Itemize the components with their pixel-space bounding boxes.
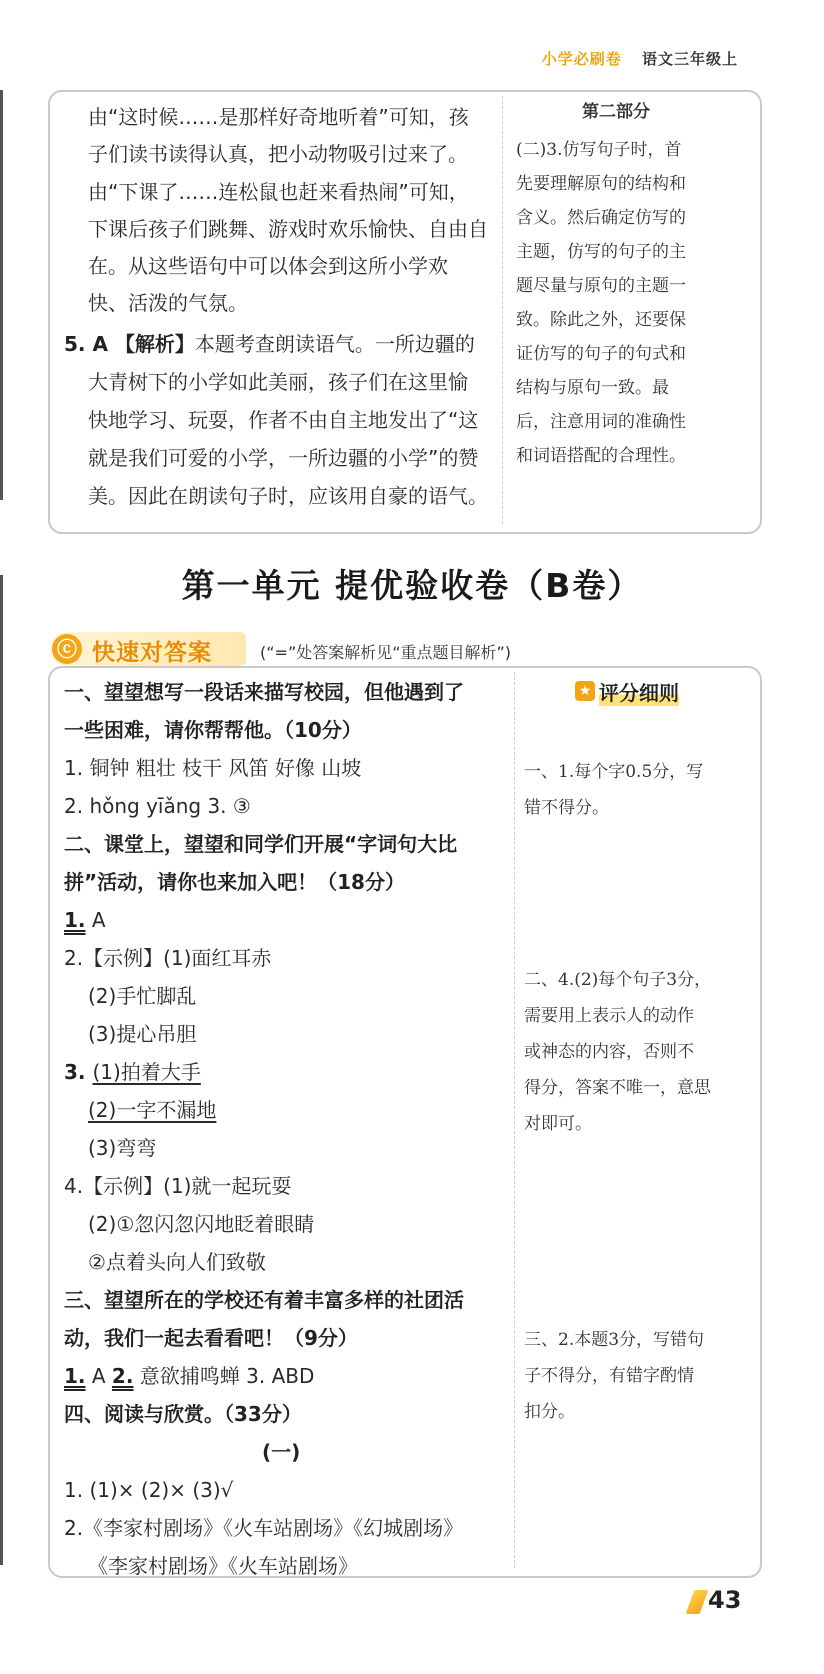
answer-text: A: [85, 908, 106, 932]
answer-line: (3)提心吊胆: [88, 1022, 197, 1046]
text-line: 美。因此在朗读句子时，应该用自豪的语气。: [88, 484, 488, 508]
answer-line: 1. 铜钟 粗壮 枝干 风笛 好像 山坡: [64, 756, 362, 780]
subject-label: 语文三年级上: [641, 50, 738, 68]
note-line: 致。除此之外，还要保: [516, 310, 686, 330]
answer-number: 2.: [111, 1364, 134, 1388]
scoring-note: 子不得分，有错字酌情: [524, 1366, 694, 1386]
binding-edge: [0, 90, 3, 500]
text-line: 下课后孩子们跳舞、游戏时欢乐愉快、自由自: [88, 217, 488, 241]
note-line: 题尽量与原句的主题一: [516, 276, 686, 296]
answer-text: A: [85, 1364, 112, 1388]
answer-text: (1)拍着大手: [92, 1060, 201, 1084]
scoring-note: 需要用上表示人的动作: [524, 1006, 694, 1026]
page-number: 43: [708, 1586, 742, 1614]
question-5-text: 本题考查朗读语气。一所边疆的: [194, 332, 475, 356]
answer-number: 3.: [64, 1060, 93, 1084]
binding-edge: [0, 575, 3, 1565]
section-title: 第一单元 提优验收卷（B卷）: [181, 566, 643, 605]
section-3-heading: 动，我们一起去看看吧！（9分）: [64, 1326, 358, 1350]
text-line: 子们读书读得认真，把小动物吸引过来了。: [88, 142, 468, 166]
answer-text: 意欲捕鸣蝉 3. ABD: [133, 1364, 315, 1388]
text-line: 由“这时候……是那样好奇地听着”可知，孩: [88, 105, 469, 129]
text-line: 快、活泼的气氛。: [88, 291, 248, 315]
section-1-heading: 一、望望想写一段话来描写校园，但他遇到了: [64, 680, 464, 704]
star-icon: ★: [575, 681, 595, 701]
quick-answers-note: (“=”处答案解析见“重点题目解析”): [260, 643, 512, 662]
page-number-marker: [686, 1590, 709, 1614]
check-icon: ⓒ: [52, 634, 82, 664]
note-line: 和词语搭配的合理性。: [516, 446, 686, 466]
scoring-note: 得分，答案不唯一，意思: [524, 1078, 711, 1098]
section-3-heading: 三、望望所在的学校还有着丰富多样的社团活: [64, 1288, 464, 1312]
scoring-note: 对即可。: [524, 1114, 592, 1134]
note-line: 结构与原句一致。最: [516, 378, 669, 398]
column-divider: [502, 96, 503, 524]
question-5-line: [64, 330, 475, 358]
answer-line: (2)①忽闪忽闪地眨着眼睛: [88, 1212, 315, 1236]
quick-answers-label: 快速对答案: [92, 640, 212, 666]
answer-line: ②点着头向人们致敬: [88, 1250, 266, 1274]
note-line: 先要理解原句的结构和: [516, 174, 686, 194]
note-line: 主题，仿写的句子的主: [516, 242, 686, 262]
answer-line: (3)弯弯: [88, 1136, 157, 1160]
answer-line: 1. (1)× (2)× (3)√: [64, 1478, 234, 1502]
question-5-label: 5. A 【解析】: [64, 332, 195, 356]
answer-line: 《李家村剧场》《火车站剧场》: [88, 1554, 358, 1578]
right-column-title: 第二部分: [582, 102, 650, 122]
brand-label: 小学必刷卷: [541, 50, 622, 68]
section-2-heading: 二、课堂上，望望和同学们开展“字词句大比: [64, 832, 458, 856]
section-4-heading: 四、阅读与欣赏。（33分）: [64, 1402, 302, 1426]
answer-number: 1.: [64, 1364, 86, 1388]
text-line: 在。从这些语句中可以体会到这所小学欢: [88, 254, 448, 278]
answer-line: [64, 1058, 201, 1086]
answer-line: 4.【示例】(1)就一起玩耍: [64, 1174, 292, 1198]
answer-line: 2.【示例】(1)面红耳赤: [64, 946, 272, 970]
text-line: 快地学习、玩耍，作者不由自主地发出了“这: [88, 408, 479, 432]
note-line: 含义。然后确定仿写的: [516, 208, 686, 228]
scoring-note: 或神态的内容，否则不: [524, 1042, 694, 1062]
text-line: 就是我们可爱的小学，一所边疆的小学”的赞: [88, 446, 479, 470]
answer-line: [64, 906, 106, 934]
section-1-heading: 一些困难，请你帮帮他。（10分）: [64, 718, 362, 742]
answer-line: [64, 1362, 314, 1390]
scoring-note: 三、2.本题3分，写错句: [524, 1330, 705, 1350]
answer-number: 1.: [64, 908, 86, 932]
section-2-heading: 拼”活动，请你也来加入吧！（18分）: [64, 870, 405, 894]
answer-line: (2)一字不漏地: [88, 1098, 217, 1122]
scoring-note: 扣分。: [524, 1402, 575, 1422]
answer-line: 2.《李家村剧场》《火车站剧场》《幻城剧场》: [64, 1516, 464, 1540]
note-line: 证仿写的句子的句式和: [516, 344, 686, 364]
page-header: [542, 48, 738, 69]
answer-line: (2)手忙脚乱: [88, 984, 197, 1008]
column-divider: [514, 672, 515, 1568]
scoring-title: 评分细则: [599, 677, 679, 706]
text-line: 大青树下的小学如此美丽，孩子们在这里愉: [88, 370, 468, 394]
note-line: (二)3.仿写句子时，首: [516, 140, 682, 160]
answer-line: 2. hǒng yīǎng 3. ③: [64, 794, 251, 818]
text-line: 由“下课了……连松鼠也赶来看热闹”可知，: [88, 180, 469, 204]
scoring-note: 错不得分。: [524, 798, 609, 818]
note-line: 后，注意用词的准确性: [516, 412, 686, 432]
scoring-note: 二、4.(2)每个句子3分，: [524, 970, 712, 990]
scoring-note: 一、1.每个字0.5分，写: [524, 762, 704, 782]
subsection-heading: (一): [262, 1440, 301, 1464]
